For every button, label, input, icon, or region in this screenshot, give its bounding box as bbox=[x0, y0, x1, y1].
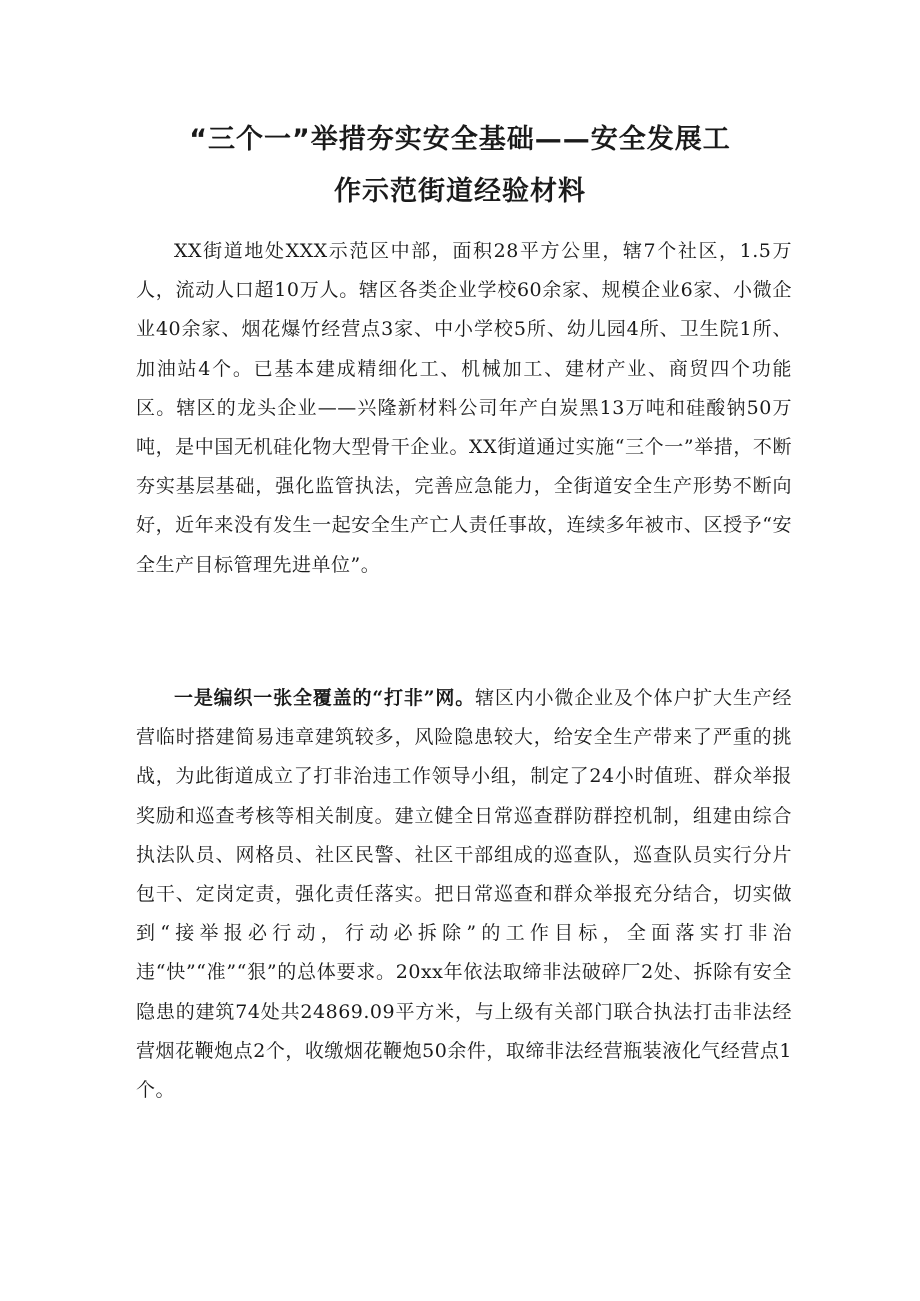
paragraph-overview bbox=[136, 232, 792, 585]
paragraph-body: XX街道地处XXX示范区中部，面积28平方公里，辖7个社区，1.5万人，流动人口超10万人。辖区各类企业学校60余家、规模企业6家、小微企业40余家、烟花爆竹经营点3家、中小学校5所、幼儿园4所、卫生院1所、加油站4个。已基本建成精细化工、机械加工、建材产业、商贸四个功能区。辖区的龙头企业——兴隆新材料公司年产白炭黑13万吨和硅酸钠50万吨，是中国无机硅化物大型骨干企业。XX街道通过实施“三个一”举措，不断夯实基层基础，强化监管执法，完善应急能力，全街道安全生产形势不断向好，近年来没有发生一起安全生产亡人责任事故，连续多年被市、区授予“安全生产目标管理先进单位”。 bbox=[136, 240, 792, 576]
document-title-line-1: “三个一”举措夯实安全基础——安全发展工 bbox=[189, 124, 731, 155]
paragraph-lead: 一是编织一张全覆盖的“打非”网。 bbox=[174, 687, 476, 709]
paragraph-measure-one bbox=[136, 679, 792, 1110]
document-title-line-2: 作示范街道经验材料 bbox=[334, 176, 586, 207]
paragraph-body: 辖区内小微企业及个体户扩大生产经营临时搭建简易违章建筑较多，风险隐患较大，给安全生产带来了严重的挑战，为此街道成立了打非治违工作领导小组，制定了24小时值班、群众举报奖励和巡查考核等相关制度。建立健全日常巡查群防群控机制，组建由综合执法队员、网格员、社区民警、社区干部组成的巡查队，巡查队员实行分片包干、定岗定责，强化责任落实。把日常巡查和群众举报充分结合，切实做到“接举报必行动，行动必拆除”的工作目标，全面落实打非治违“快”“准”“狠”的总体要求。20xx年依法取缔非法破碎厂2处、拆除有安全隐患的建筑74处共24869.09平方米，与上级有关部门联合执法打击非法经营烟花鞭炮点2个，收缴烟花鞭炮50余件，取缔非法经营瓶装液化气经营点1个。 bbox=[136, 687, 792, 1102]
